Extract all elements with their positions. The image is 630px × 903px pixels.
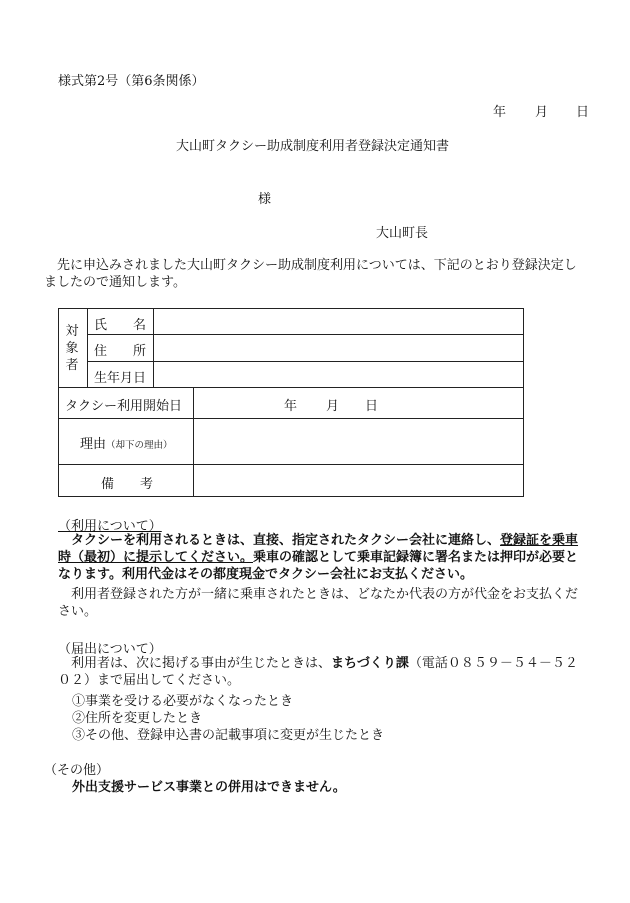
usage-text-c: 乗車の確認として乗車記録簿に署名または押印が必要となります。利用代金はその都度現金でタクシー会社にお支払ください。: [58, 550, 579, 582]
usage-paragraph-2: 利用者登録された方が一緒に乗車されたときは、どなたか代表の方が代金をお支払ください。: [58, 587, 579, 619]
remarks-label: 備 考: [101, 477, 154, 492]
other-text: 外出支援サービス事業との併用はできません。: [72, 780, 346, 795]
usage-text-b: 登録証を乗車時（最初）に提示してください。: [58, 533, 579, 565]
intro-paragraph: 先に申込みされました大山町タクシー助成制度利用については、下記のとおり登録決定しましたので通知します。: [44, 258, 577, 290]
notice-paragraph: [58, 655, 590, 689]
name-label: 氏 名: [94, 318, 147, 333]
address-label: 住 所: [94, 344, 147, 359]
notice-heading: （届出について）: [58, 642, 162, 657]
form-number: 様式第2号（第6条関係）: [58, 74, 205, 89]
reason-label: [80, 433, 173, 452]
birthdate-label: 生年月日: [94, 371, 147, 386]
target-person-label: 対象者: [65, 324, 79, 373]
date-day-label: 日: [576, 105, 590, 120]
start-day-label: 日: [365, 399, 379, 414]
sender-name: 大山町長: [376, 226, 429, 241]
notice-item-1: ①事業を受ける必要がなくなったとき: [72, 694, 294, 709]
usage-paragraph-1: [58, 532, 590, 583]
notice-item-2: ②住所を変更したとき: [72, 711, 203, 726]
usage-text-a: タクシーを利用されるときは、直接、指定されたタクシー会社に連絡し、: [71, 533, 501, 548]
usage-heading: （利用について）: [58, 519, 162, 534]
other-heading: （その他）: [44, 763, 110, 778]
notice-text-a: 利用者は、次に掲げる事由が生じたときは、: [71, 656, 332, 671]
notice-text-b: まちづくり課: [331, 656, 409, 671]
start-date-label: タクシー利用開始日: [65, 399, 183, 414]
start-month-label: 月: [326, 399, 340, 414]
notice-text-c: （電話０８５９－５４－５２０２）まで届出してください。: [58, 656, 578, 688]
document-title: 大山町タクシー助成制度利用者登録決定通知書: [176, 139, 450, 154]
date-year-label: 年: [493, 105, 507, 120]
start-year-label: 年: [284, 399, 298, 414]
registration-form-table: [58, 308, 524, 497]
reason-label-text: 理由: [80, 437, 107, 452]
date-month-label: 月: [535, 105, 549, 120]
addressee-suffix: 様: [258, 192, 272, 207]
reason-note: （却下の理由）: [106, 440, 173, 451]
notice-item-3: ③その他、登録申込書の記載事項に変更が生じたとき: [72, 728, 385, 743]
